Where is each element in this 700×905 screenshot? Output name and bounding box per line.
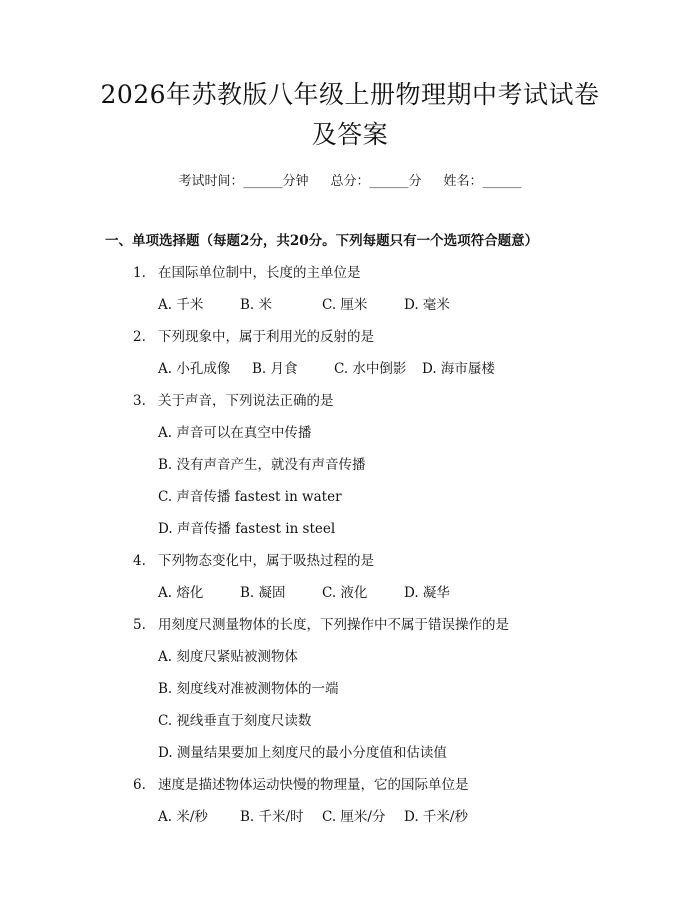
option-c: C. 厘米 xyxy=(322,297,368,313)
section-heading: 一、单项选择题（每题2分，共20分。下列每题只有一个选项符合题意） xyxy=(105,233,539,249)
question-text: 关于声音，下列说法正确的是 xyxy=(158,393,334,409)
option-d: D. 凝华 xyxy=(404,585,450,601)
question-4 xyxy=(133,549,374,569)
question-number: 2. xyxy=(133,329,146,345)
option-d: D. 海市蜃楼 xyxy=(422,361,495,377)
question-text: 下列现象中，属于利用光的反射的是 xyxy=(158,329,374,345)
option-b: B. 没有声音产生，就没有声音传播 xyxy=(158,457,366,473)
question-text: 速度是描述物体运动快慢的物理量，它的国际单位是 xyxy=(158,777,469,793)
question-3 xyxy=(133,389,334,409)
exam-time: 考试时间：______分钟 xyxy=(178,174,309,189)
option-b: B. 米 xyxy=(240,297,273,313)
option-d: D. 测量结果要加上刻度尺的最小分度值和估读值 xyxy=(158,745,447,761)
option-b: B. 凝固 xyxy=(240,585,286,601)
question-4-options xyxy=(158,581,450,601)
question-text: 下列物态变化中，属于吸热过程的是 xyxy=(158,553,374,569)
option-d: D. 声音传播 fastest in steel xyxy=(158,521,336,537)
question-2-options xyxy=(158,357,495,377)
option-c: C. 液化 xyxy=(322,585,368,601)
option-c: C. 厘米/分 xyxy=(322,809,386,825)
option-d: D. 千米/秒 xyxy=(404,809,468,825)
option-c: C. 声音传播 fastest in water xyxy=(158,489,342,505)
question-2 xyxy=(133,325,374,345)
question-number: 5. xyxy=(133,617,146,633)
option-a: A. 小孔成像 xyxy=(158,361,231,377)
option-b: B. 月食 xyxy=(252,361,298,377)
option-b: B. 千米/时 xyxy=(240,809,304,825)
student-name: 姓名：______ xyxy=(443,174,522,189)
question-text: 用刻度尺测量物体的长度，下列操作中不属于错误操作的是 xyxy=(158,617,509,633)
page-title: 2026年苏教版八年级上册物理期中考试试卷 xyxy=(100,80,600,109)
question-number: 1. xyxy=(133,265,146,281)
question-5 xyxy=(133,613,509,633)
option-a: A. 声音可以在真空中传播 xyxy=(158,425,312,441)
option-b: B. 刻度线对准被测物体的一端 xyxy=(158,681,339,697)
exam-meta xyxy=(0,170,700,189)
question-6 xyxy=(133,773,469,793)
option-c: C. 水中倒影 xyxy=(334,361,407,377)
question-number: 6. xyxy=(133,777,146,793)
question-number: 4. xyxy=(133,553,146,569)
page-title-continued: 及答案 xyxy=(311,120,389,149)
option-a: A. 米/秒 xyxy=(158,809,208,825)
option-a: A. 熔化 xyxy=(158,585,204,601)
question-text: 在国际单位制中，长度的主单位是 xyxy=(158,265,361,281)
question-1 xyxy=(133,261,361,281)
option-c: C. 视线垂直于刻度尺读数 xyxy=(158,713,312,729)
exam-total-score: 总分：______分 xyxy=(330,174,422,189)
question-1-options xyxy=(158,293,450,313)
option-a: A. 刻度尺紧贴被测物体 xyxy=(158,649,298,665)
question-6-options xyxy=(158,805,468,825)
option-a: A. 千米 xyxy=(158,297,204,313)
option-d: D. 毫米 xyxy=(404,297,450,313)
question-number: 3. xyxy=(133,393,146,409)
